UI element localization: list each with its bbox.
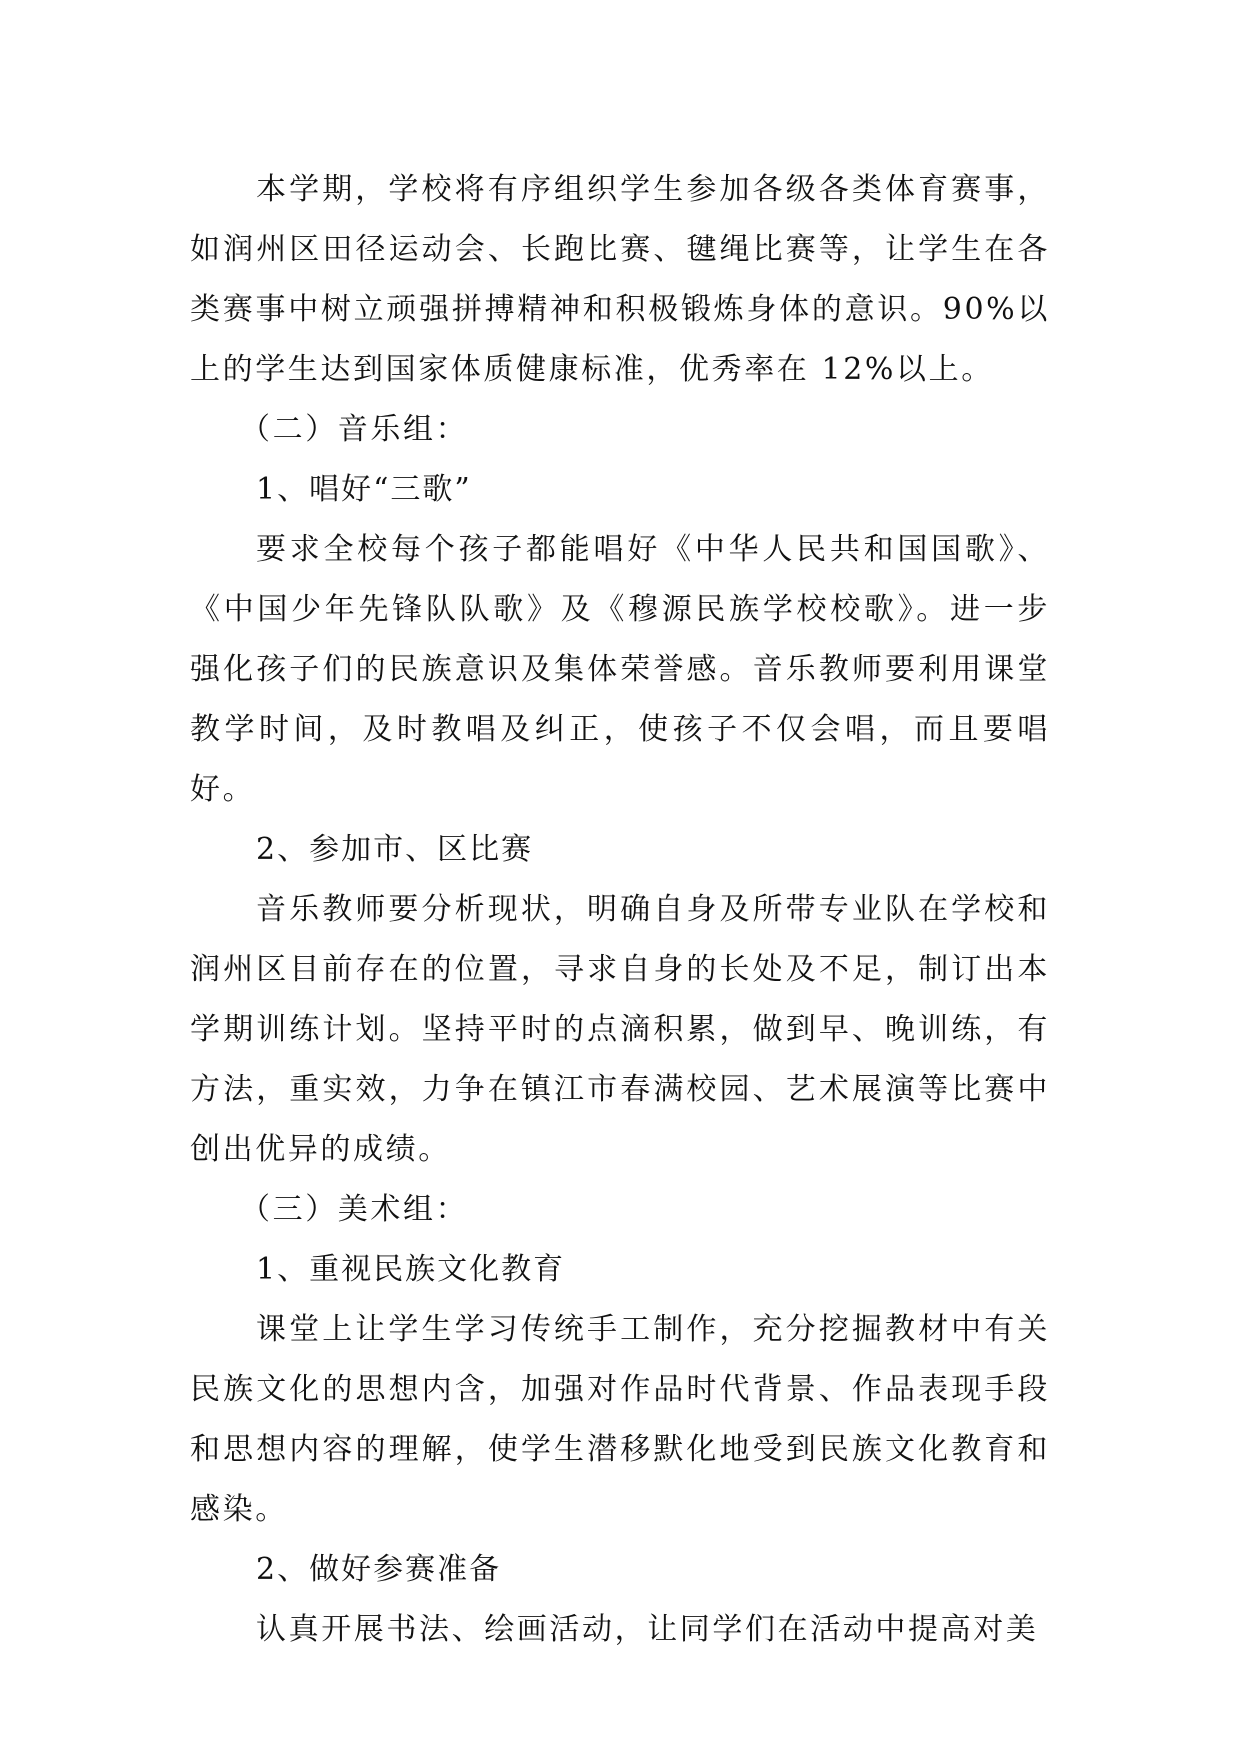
- document-body: [190, 160, 1050, 1660]
- paragraph-contest-prep: 认真开展书法、绘画活动，让同学们在活动中提高对美: [256, 1612, 1039, 1647]
- heading-ethnic-culture: 1、重视民族文化教育: [256, 1252, 566, 1287]
- paragraph-three-songs: 要求全校每个孩子都能唱好《中华人民共和国国歌》、《中国少年先锋队队歌》及《穆源民族学校校歌》。进一步强化孩子们的民族意识及集体荣誉感。音乐教师要利用课堂教学时间，及时教唱及纠正，使孩子不仅会唱，而且要唱好。: [190, 532, 1050, 807]
- paragraph-competitions: 音乐教师要分析现状，明确自身及所带专业队在学校和润州区目前存在的位置，寻求自身的长处及不足，制订出本学期训练计划。坚持平时的点滴积累，做到早、晚训练，有方法，重实效，力争在镇江市春满校园、艺术展演等比赛中创出优异的成绩。: [190, 892, 1050, 1167]
- heading-music-group: （二）音乐组：: [240, 412, 469, 447]
- heading-competitions: 2、参加市、区比赛: [256, 832, 534, 867]
- heading-sing-three-songs: 1、唱好“三歌”: [256, 472, 472, 507]
- paragraph-ethnic-culture: 课堂上让学生学习传统手工制作，充分挖掘教材中有关民族文化的思想内含，加强对作品时代背景、作品表现手段和思想内容的理解，使学生潜移默化地受到民族文化教育和感染。: [190, 1312, 1050, 1527]
- paragraph-sports-events: 本学期，学校将有序组织学生参加各级各类体育赛事，如润州区田径运动会、长跑比赛、毽绳比赛等，让学生在各类赛事中树立顽强拼搏精神和积极锻炼身体的意识。90%以上的学生达到国家体质健康标准，优秀率在 12%以上。: [190, 172, 1050, 387]
- heading-art-group: （三）美术组：: [240, 1192, 469, 1227]
- heading-contest-prep: 2、做好参赛准备: [256, 1552, 502, 1587]
